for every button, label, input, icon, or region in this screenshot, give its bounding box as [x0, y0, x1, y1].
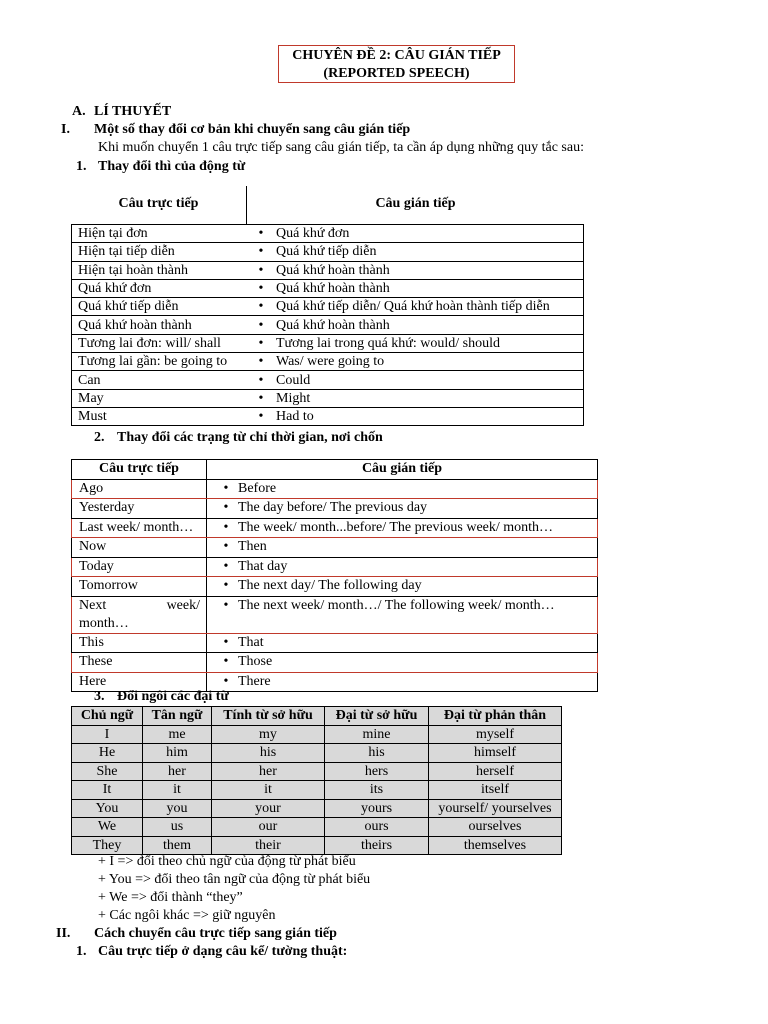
cell-text: Before [238, 480, 277, 496]
table-row [72, 762, 562, 781]
sub2-heading: Thay đổi các trạng từ chỉ thời gian, nơi chốn [117, 430, 383, 445]
cell-text: Quá khứ hoàn thành [276, 281, 390, 297]
tense-table [71, 224, 584, 426]
sub2-marker: 2. [94, 430, 105, 445]
pronoun-cell: my [212, 725, 325, 744]
pronoun-cell: hers [325, 762, 429, 781]
cell-text: Was/ were going to [276, 354, 385, 370]
bullet-icon: • [258, 262, 264, 278]
tense-direct-cell: Tương lai đơn: will/ shall [72, 334, 247, 352]
tense-direct-cell: Hiện tại đơn [72, 225, 247, 243]
sub-ii-1-marker: 1. [76, 944, 87, 959]
sub-ii-1-heading: Câu trực tiếp ở dạng câu kể/ tường thuật: [98, 944, 348, 959]
table-row [72, 725, 562, 744]
tense-indirect-cell [246, 298, 584, 316]
pronoun-cell: it [212, 781, 325, 800]
cell-text: The next week/ month…/ The following week/ month… [238, 597, 555, 613]
tense-header-indirect: Câu gián tiếp [375, 196, 456, 211]
adverb-direct-cell: Now [72, 538, 207, 558]
adverb-indirect-cell [207, 633, 598, 653]
pronoun-cell: our [212, 818, 325, 837]
adverb-indirect-cell [207, 499, 598, 519]
table-row [72, 353, 584, 371]
cell-text: Had to [276, 409, 314, 425]
pronoun-header-possessive-pronoun: Đại từ sở hữu [325, 707, 429, 726]
bullet-icon: • [258, 335, 264, 351]
adverb-header-direct: Câu trực tiếp [72, 460, 207, 480]
table-row [72, 334, 584, 352]
pronoun-cell: They [72, 836, 143, 855]
table-row [72, 653, 598, 673]
tense-indirect-cell [246, 353, 584, 371]
table-row [72, 518, 598, 538]
pronoun-cell: I [72, 725, 143, 744]
table-row [72, 836, 562, 855]
bullet-icon: • [223, 480, 229, 496]
cell-text: Might [276, 390, 311, 406]
adverb-direct-cell: Today [72, 557, 207, 577]
title-line-2: (REPORTED SPEECH) [323, 66, 470, 81]
table-row [72, 538, 598, 558]
pronoun-cell: ourselves [429, 818, 562, 837]
tense-direct-cell: Quá khứ tiếp diễn [72, 298, 247, 316]
adverb-indirect-cell [207, 672, 598, 692]
tense-indirect-cell [246, 334, 584, 352]
cell-line [79, 597, 206, 615]
adverb-direct-cell: These [72, 653, 207, 673]
pronoun-table [71, 706, 562, 855]
bullet-icon: • [223, 654, 229, 670]
rule-line: + Các ngôi khác => giữ nguyên [98, 908, 276, 923]
table-row [72, 261, 584, 279]
pronoun-cell: her [143, 762, 212, 781]
pronoun-cell: We [72, 818, 143, 837]
pronoun-cell: themselves [429, 836, 562, 855]
adverb-direct-cell [72, 596, 207, 633]
bullet-icon: • [223, 539, 229, 555]
table-row [72, 371, 584, 389]
table-row [72, 298, 584, 316]
bullet-icon: • [258, 372, 264, 388]
table-row [72, 596, 598, 633]
cell-line: month… [79, 615, 129, 631]
rule-line: + I => đổi theo chủ ngữ của động từ phát biểu [98, 854, 356, 869]
pronoun-cell: it [143, 781, 212, 800]
bullet-icon: • [258, 226, 264, 242]
table-row [72, 479, 598, 499]
rule-line: + You => đổi theo tân ngữ của động từ phát biểu [98, 872, 371, 887]
pronoun-cell: you [143, 799, 212, 818]
bullet-icon: • [223, 519, 229, 535]
pronoun-cell: yours [325, 799, 429, 818]
pronoun-cell: theirs [325, 836, 429, 855]
pronoun-cell: herself [429, 762, 562, 781]
cell-text: Quá khứ tiếp diễn/ Quá khứ hoàn thành tiếp diễn [276, 299, 550, 315]
cell-text: The day before/ The previous day [238, 500, 428, 516]
pronoun-cell: them [143, 836, 212, 855]
pronoun-cell: him [143, 744, 212, 763]
tense-direct-cell: Tương lai gần: be going to [72, 353, 247, 371]
pronoun-cell: your [212, 799, 325, 818]
table-row [72, 781, 562, 800]
table-row [72, 243, 584, 261]
pronoun-cell: her [212, 762, 325, 781]
bullet-icon: • [223, 500, 229, 516]
table-row [72, 279, 584, 297]
cell-text: Quá khứ đơn [276, 226, 350, 242]
tense-indirect-cell [246, 279, 584, 297]
table-row [72, 316, 584, 334]
tense-direct-cell: Hiện tại hoàn thành [72, 261, 247, 279]
tense-indirect-cell [246, 371, 584, 389]
pronoun-cell: his [325, 744, 429, 763]
adverb-indirect-cell [207, 596, 598, 633]
bullet-icon: • [258, 409, 264, 425]
tense-header-direct: Câu trực tiếp [118, 196, 199, 211]
adverb-indirect-cell [207, 577, 598, 597]
cell-text: There [238, 673, 271, 689]
sub3-heading: Đổi ngôi các đại từ [117, 689, 229, 704]
adverb-indirect-cell [207, 557, 598, 577]
rule-line: + We => đổi thành “they” [98, 890, 243, 905]
section-i-marker: I. [61, 122, 70, 137]
sub1-marker: 1. [76, 159, 87, 174]
cell-text: The week/ month...before/ The previous week/ month… [238, 519, 554, 535]
section-a-heading: LÍ THUYẾT [94, 104, 172, 119]
adverb-header-indirect: Câu gián tiếp [207, 460, 598, 480]
bullet-icon: • [258, 390, 264, 406]
pronoun-header-subject: Chủ ngữ [72, 707, 143, 726]
bullet-icon: • [223, 634, 229, 650]
tense-direct-cell: May [72, 389, 247, 407]
table-row [72, 499, 598, 519]
pronoun-cell: himself [429, 744, 562, 763]
pronoun-cell: their [212, 836, 325, 855]
tense-indirect-cell [246, 261, 584, 279]
tense-direct-cell: Hiện tại tiếp diễn [72, 243, 247, 261]
table-row [72, 577, 598, 597]
pronoun-cell: myself [429, 725, 562, 744]
adverb-indirect-cell [207, 518, 598, 538]
pronoun-cell: itself [429, 781, 562, 800]
title-line-1: CHUYÊN ĐỀ 2: CÂU GIÁN TIẾP [292, 48, 501, 63]
pronoun-header-reflexive: Đại từ phản thân [429, 707, 562, 726]
cell-text: Quá khứ tiếp diễn [276, 244, 377, 260]
section-ii-marker: II. [56, 926, 71, 941]
adverb-direct-cell: Here [72, 672, 207, 692]
pronoun-cell: its [325, 781, 429, 800]
table-row [72, 799, 562, 818]
sub1-heading: Thay đổi thì của động từ [98, 159, 246, 174]
adverb-direct-cell: Ago [72, 479, 207, 499]
cell-text: Quá khứ hoàn thành [276, 262, 390, 278]
cell-text: Tương lai trong quá khứ: would/ should [276, 335, 501, 351]
table-row [72, 389, 584, 407]
adverb-indirect-cell [207, 479, 598, 499]
sub3-marker: 3. [94, 689, 105, 704]
table-row [72, 557, 598, 577]
adverb-table [71, 459, 598, 692]
pronoun-header-object: Tân ngữ [143, 707, 212, 726]
tense-indirect-cell [246, 225, 584, 243]
pronoun-cell: He [72, 744, 143, 763]
cell-text: That [238, 634, 264, 650]
tense-direct-cell: Must [72, 407, 247, 425]
tense-direct-cell: Quá khứ hoàn thành [72, 316, 247, 334]
title-box [278, 45, 515, 83]
section-a-marker: A. [72, 104, 86, 119]
pronoun-header-possessive-adj: Tính từ sở hữu [212, 707, 325, 726]
adverb-direct-cell: Last week/ month… [72, 518, 207, 538]
tense-indirect-cell [246, 389, 584, 407]
cell-text: Next [79, 597, 107, 613]
cell-text: Quá khứ hoàn thành [276, 317, 390, 333]
bullet-icon: • [223, 597, 229, 613]
pronoun-cell: me [143, 725, 212, 744]
pronoun-cell: mine [325, 725, 429, 744]
bullet-icon: • [258, 354, 264, 370]
tense-table-header [71, 186, 584, 224]
bullet-icon: • [223, 558, 229, 574]
adverb-indirect-cell [207, 653, 598, 673]
adverb-indirect-cell [207, 538, 598, 558]
adverb-direct-cell: Tomorrow [72, 577, 207, 597]
table-row [72, 744, 562, 763]
adverb-direct-cell: Yesterday [72, 499, 207, 519]
cell-text: Then [238, 539, 267, 555]
section-ii-heading: Cách chuyển câu trực tiếp sang gián tiếp [94, 926, 337, 941]
table-row [72, 407, 584, 425]
pronoun-cell: She [72, 762, 143, 781]
pronoun-cell: yourself/ yourselves [429, 799, 562, 818]
pronoun-cell: It [72, 781, 143, 800]
section-i-heading: Một số thay đổi cơ bản khi chuyển sang câu gián tiếp [94, 122, 411, 137]
bullet-icon: • [258, 299, 264, 315]
cell-text: The next day/ The following day [238, 578, 422, 594]
bullet-icon: • [258, 244, 264, 260]
cell-text: week/ [166, 597, 200, 613]
pronoun-cell: You [72, 799, 143, 818]
bullet-icon: • [223, 673, 229, 689]
bullet-icon: • [258, 317, 264, 333]
cell-text: That day [238, 558, 288, 574]
tense-indirect-cell [246, 243, 584, 261]
table-row [72, 633, 598, 653]
adverb-direct-cell: This [72, 633, 207, 653]
tense-indirect-cell [246, 316, 584, 334]
bullet-icon: • [258, 281, 264, 297]
cell-text: Could [276, 372, 311, 388]
cell-text: Those [238, 654, 273, 670]
table-row [72, 225, 584, 243]
pronoun-cell: us [143, 818, 212, 837]
tense-direct-cell: Can [72, 371, 247, 389]
pronoun-cell: his [212, 744, 325, 763]
tense-direct-cell: Quá khứ đơn [72, 279, 247, 297]
intro-paragraph: Khi muốn chuyển 1 câu trực tiếp sang câu gián tiếp, ta cần áp dụng những quy tắc sau: [98, 140, 584, 155]
pronoun-cell: ours [325, 818, 429, 837]
table-row [72, 818, 562, 837]
tense-indirect-cell [246, 407, 584, 425]
bullet-icon: • [223, 578, 229, 594]
